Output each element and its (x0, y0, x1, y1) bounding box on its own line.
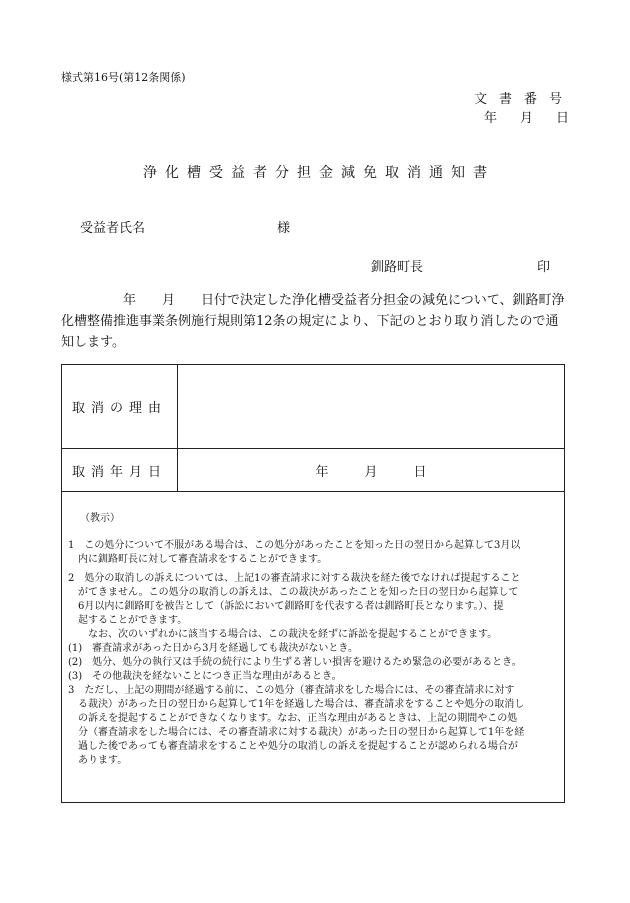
document-number-label: 文書番号 (474, 92, 575, 107)
document-title: 浄化槽受益者分担金減免取消通知書 (143, 165, 495, 181)
form-number-label: 様式第16号(第12条関係) (61, 71, 186, 84)
instruction-line: あります。 (68, 755, 128, 766)
instruction-line: 6月以内に釧路町を被告として（訴訟において釧路町を代表する者は釧路町長となります。）、提 (68, 601, 504, 612)
instruction-line: 内に釧路町長に対して審査請求をすることができます。 (68, 554, 328, 565)
instruction-line: る裁決）があった日の翌日から起算して1年を経過した場合は、審査請求をすることや処分の取消し (68, 699, 525, 710)
cancel-date-year: 年 (315, 464, 329, 480)
instruction-line: なお、次のいずれかに該当する場合は、この裁決を経ずに訴訟を提起することができます。 (68, 629, 498, 640)
issue-date-day: 日 (556, 111, 570, 126)
cancel-date-value (178, 449, 564, 491)
reason-label: 取消の理由 (62, 365, 178, 448)
issuer-name: 釧路町長 (371, 260, 424, 275)
issue-date (484, 107, 569, 126)
reason-value (178, 365, 564, 448)
notice-body-line: 化槽整備推進事業条例施行規則第12条の規定により、下記のとおり取り消したので通 (61, 314, 559, 329)
instruction-line: 起することができます。 (68, 615, 188, 626)
instruction-line: 3 ただし、上記の期間が経過する前に、この処分（審査請求をした場合には、その審査請求に対す (68, 685, 515, 696)
seal-mark: 印 (537, 260, 551, 275)
notice-body-line: 知します。 (61, 335, 125, 350)
instruction-line: (2) 処分、処分の執行又は手続の続行により生ずる著しい損害を避けるため緊急の必要があるとき。 (68, 657, 522, 668)
recipient-honorific: 様 (277, 221, 291, 236)
cancel-date-day: 日 (413, 464, 427, 480)
instruction-line: (1) 審査請求があった日から3月を経過しても裁決がないとき。 (68, 643, 359, 654)
instruction-line: がてきません。この処分の取消しの訴えは、この裁決があったことを知った日の翌日から起算して (68, 587, 519, 598)
recipient-label: 受益者氏名 (80, 221, 146, 236)
cancel-date-label: 取消年月日 (62, 449, 178, 491)
instruction-line: 1 この処分について不服がある場合は、この処分があったことを知った日の翌日から起算して3月以 (68, 540, 521, 551)
table-row-reason (62, 365, 564, 449)
cancel-date-month: 月 (364, 464, 378, 480)
instruction-line: 過した後であっても審査請求をすることや処分の取消しの訴えを提起することが認められる場合が (68, 741, 518, 752)
cancellation-table (61, 364, 565, 803)
instruction-line: (3) その他裁決を経ないことにつき正当な理由があるとき。 (68, 671, 342, 682)
issue-date-year: 年 (484, 111, 498, 126)
notice-body-line: 年 月 日付で決定した浄化槽受益者分担金の減免について、釧路町浄 (123, 293, 565, 308)
issue-date-month: 月 (520, 111, 534, 126)
instructions-heading: （教示） (80, 513, 120, 524)
instruction-line: の訴えを提起することができなくなります。なお、正当な理由があるときは、上記の期間やこの処 (68, 713, 518, 724)
instruction-line: 2 処分の取消しの訴えについては、上記1の審査請求に対する裁決を経た後でなければ提起すること (68, 573, 521, 584)
notice-body (61, 290, 571, 353)
table-row-date (62, 449, 564, 492)
instruction-line: 分（審査請求をした場合には、その審査請求に対する裁決）があった日の翌日から起算して1年を経 (68, 727, 525, 738)
